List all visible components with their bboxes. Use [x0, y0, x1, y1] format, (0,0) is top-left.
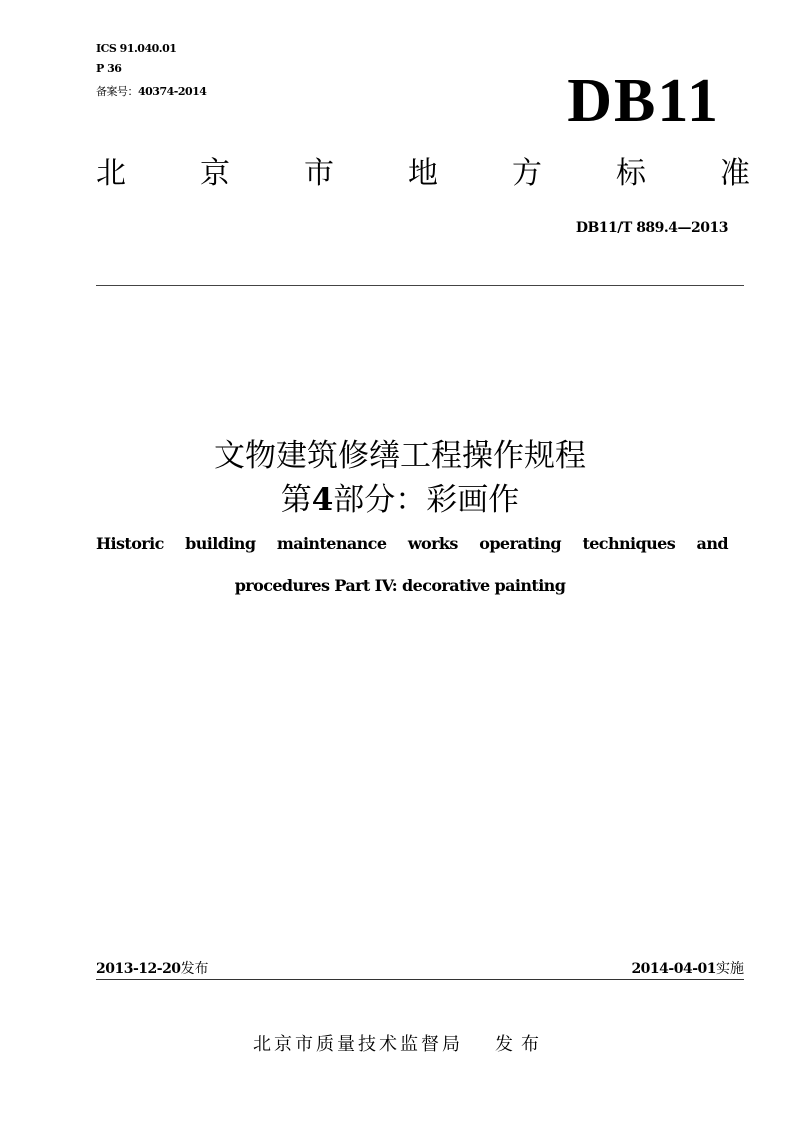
title-en-word: maintenance [276, 534, 387, 553]
standard-type-char: 北 [96, 156, 126, 191]
ics-code: ICS 91.040.01 [96, 42, 177, 55]
publish-date: 2013-12-20 [96, 961, 181, 977]
standard-type-char: 京 [200, 156, 230, 191]
standard-type-char: 地 [408, 156, 438, 191]
issuer-action: 发布 [495, 1034, 547, 1055]
title-en-word: Historic [96, 534, 164, 553]
standard-type-title [96, 154, 750, 194]
title-en-word: works [407, 534, 458, 553]
db-logo: DB11 [567, 67, 720, 135]
filing-number-line [96, 83, 206, 99]
standard-type-char: 方 [512, 156, 542, 191]
implement-label: 实施 [716, 961, 744, 977]
issuer-organization: 北京市质量技术监督局 [253, 1034, 463, 1055]
implement-date: 2014-04-01 [631, 961, 716, 977]
standard-type-char: 市 [304, 156, 334, 191]
filing-number: 40374-2014 [138, 85, 207, 98]
title-cn-line2 [0, 480, 800, 520]
title-en-line1 [96, 534, 728, 553]
ccs-code: P 36 [96, 62, 122, 75]
filing-label: 备案号： [96, 85, 138, 98]
standard-type-char: 准 [720, 156, 750, 191]
standard-type-char: 标 [616, 156, 646, 191]
publish-label: 发布 [180, 961, 209, 977]
top-divider [96, 285, 744, 286]
part-suffix: 部分：彩画作 [333, 482, 520, 518]
title-en-word: operating [479, 534, 561, 553]
title-cn-line1: 文物建筑修缮工程操作规程 [214, 438, 586, 474]
part-number: 4 [311, 482, 334, 518]
publish-date-line [96, 958, 209, 978]
title-en-word: techniques [582, 534, 676, 553]
title-en-line2: procedures Part IV: decorative painting [234, 576, 566, 595]
bottom-divider [96, 979, 744, 980]
title-en-word: and [696, 534, 728, 553]
implement-date-line [631, 958, 744, 978]
part-prefix: 第 [280, 482, 312, 518]
standard-code: DB11/T 889.4—2013 [575, 220, 728, 236]
issuer-line [0, 1030, 800, 1056]
title-en-word: building [185, 534, 256, 553]
